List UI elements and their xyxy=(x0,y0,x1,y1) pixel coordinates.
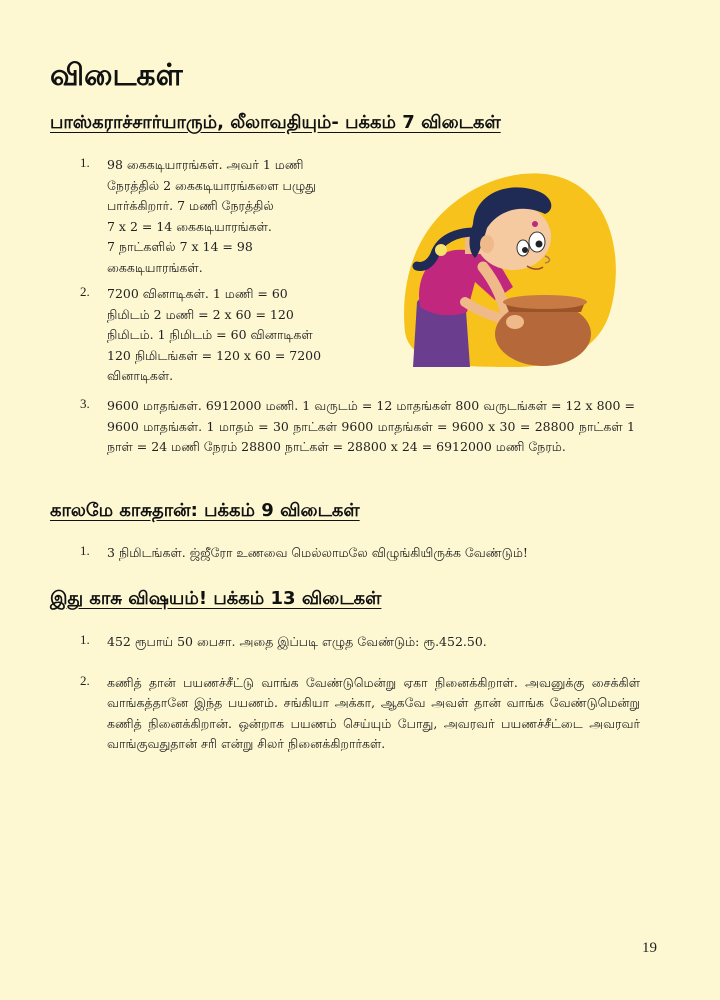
section-heading-2: காலமே காசுதான்: பக்கம் 9 விடைகள் xyxy=(50,500,360,521)
answer-item xyxy=(80,673,640,755)
answer-list-1b xyxy=(80,396,635,458)
answer-text: 452 ரூபாய் 50 பைசா. அதை இப்படி எழுத வேண்டும்: ரூ.452.50. xyxy=(107,634,487,649)
answer-list-2 xyxy=(80,543,640,564)
answer-item xyxy=(80,155,375,278)
page-title: விடைகள் xyxy=(50,58,183,93)
page-number: 19 xyxy=(642,940,657,956)
answer-list-3 xyxy=(80,632,640,755)
answer-list-1 xyxy=(80,155,375,387)
answer-item xyxy=(80,543,640,564)
answer-number: 1. xyxy=(80,155,90,170)
section-heading-3: இது காசு விஷயம்! பக்கம் 13 விடைகள் xyxy=(50,588,382,609)
answer-item xyxy=(80,396,635,458)
answer-item xyxy=(80,284,375,387)
girl-with-pot-illustration xyxy=(395,162,625,372)
answer-number: 3. xyxy=(80,396,90,411)
answer-text: 98 கைகடியாரங்கள். அவர் 1 மணி நேரத்தில் 2 கைகடியாரங்களை பழுது பார்க்கிறார். 7 மணி நேரத்தில் 7 x 2 = 14 கைகடியாரங்கள். 7 நாட்களில் 7 x 14 = 98 கைகடியாரங்கள். xyxy=(107,157,317,275)
answer-number: 2. xyxy=(80,672,90,688)
section-heading-1: பாஸ்கராச்சார்யாரும், லீலாவதியும்- பக்கம் 7 விடைகள் xyxy=(50,112,501,133)
answer-number: 1. xyxy=(80,543,90,558)
answer-text: 7200 வினாடிகள். 1 மணி = 60 நிமிடம் 2 மணி = 2 x 60 = 120 நிமிடம். 1 நிமிடம் = 60 வினாடிகள் 120 நிமிடங்கள் = 120 x 60 = 7200 வினாடிகள். xyxy=(107,286,322,383)
answer-text: 9600 மாதங்கள். 6912000 மணி. 1 வருடம் = 12 மாதங்கள் 800 வருடங்கள் = 12 x 800 = 9600 மாதங்கள். 1 மாதம் = 30 நாட்கள் 9600 மாதங்கள் = 9600 x 30 = 28800 நாட்கள் 1 நாள் = 24 மணி நேரம் 28800 நாட்கள் = 28800 x 24 = 6912000 மணி நேரம். xyxy=(107,398,635,454)
answer-number: 1. xyxy=(80,632,90,647)
answer-item xyxy=(80,632,640,653)
answer-text: 3 நிமிடங்கள். ஜ்ஜீரோ உணவை மெல்லாமலே விழுங்கியிருக்க வேண்டும்! xyxy=(107,545,528,560)
answer-number: 2. xyxy=(80,284,90,299)
answer-text: கணித் தான் பயணச்சீட்டு வாங்க வேண்டுமென்று ஏகா நினைக்கிறாள். அவனுக்கு சைக்கிள் வாங்கத்தானே இந்த பயணம். சங்கியா அக்கா, ஆகவே அவள் தான் வாங்க வேண்டுமென்று கணித் நினைக்கிறான். ஒன்றாக பயணம் செய்யும் போது, அவரவர் பயணச்சீட்டை அவரவர் வாங்குவதுதான் சரி என்று சிலர் நினைக்கிறார்கள். xyxy=(107,674,640,751)
